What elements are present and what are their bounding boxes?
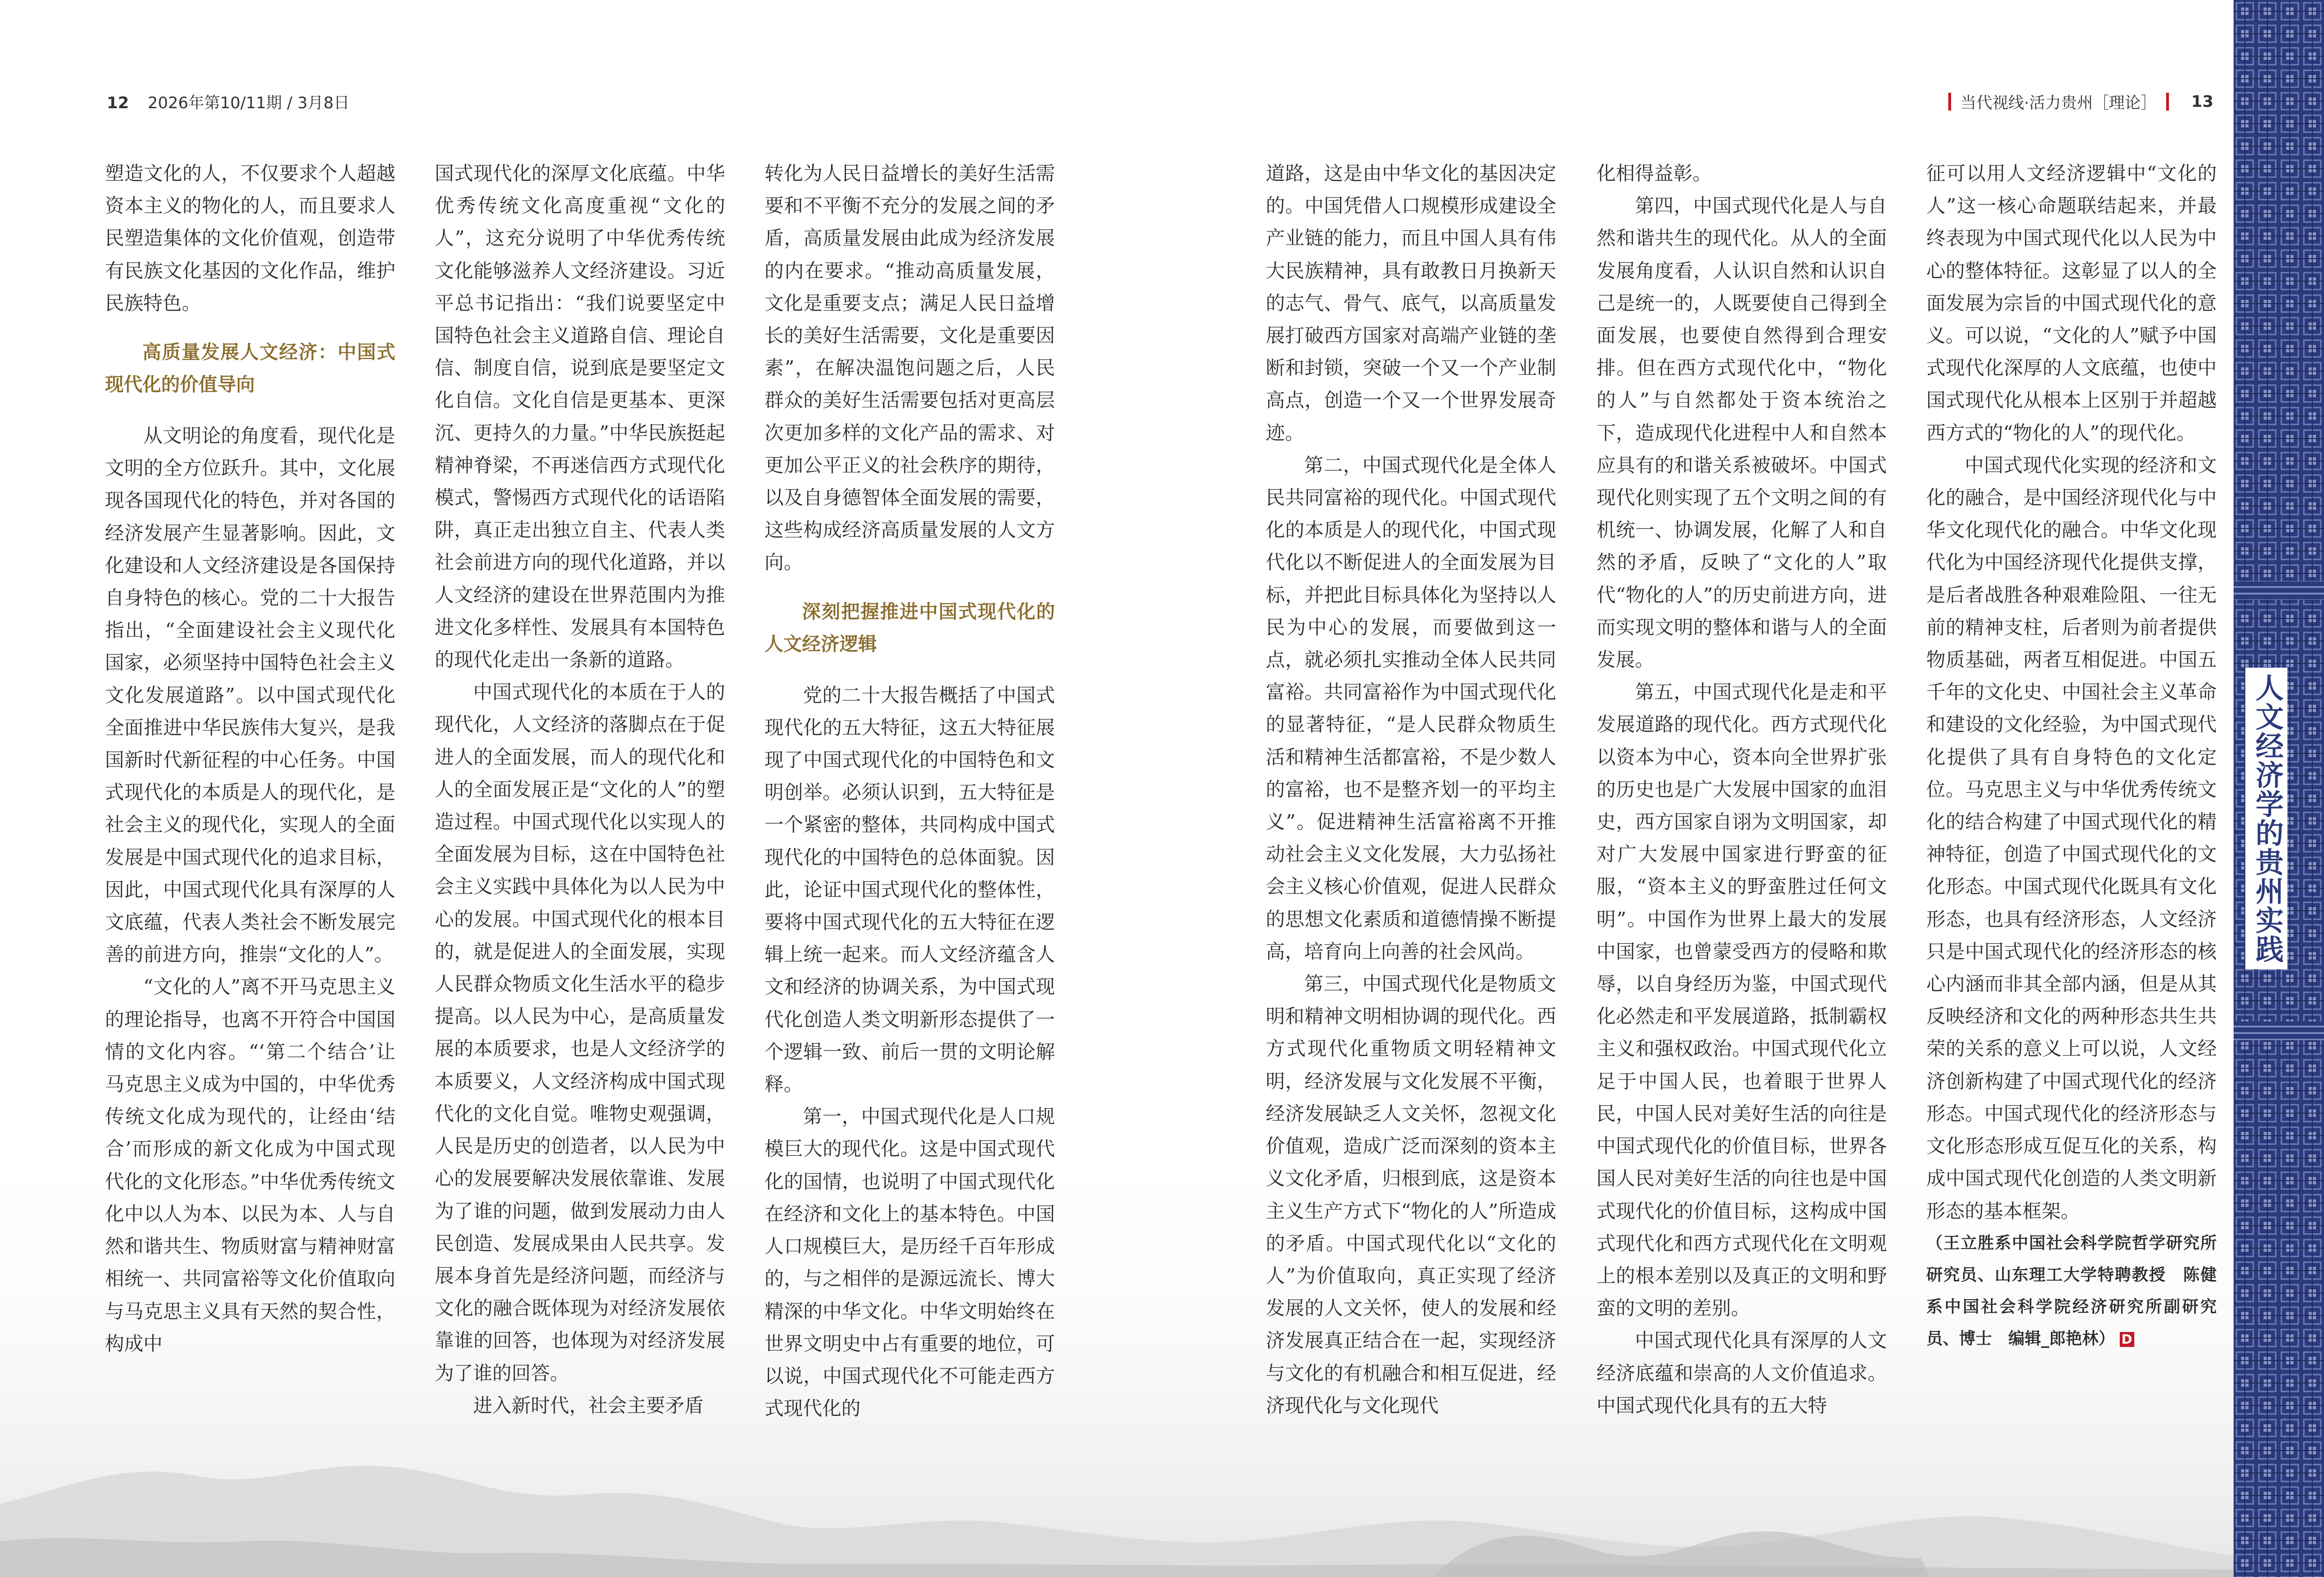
body-paragraph: 党的二十大报告概括了中国式现代化的五大特征，这五大特征展现了中国式现代化的中国特色和文明创举。必须认识到，五大特征是一个紧密的整体，共同构成中国式现代化的中国特色的总体面貌。因此，论证中国式现代化的整体性，要将中国式现代化的五大特征在逻辑上统一起来。而人文经济蕴含人文和经济的协调关系，为中国式现代化创造人类文明新形态提供了一个逻辑一致、前后一贯的文明论解释。	[765, 684, 1055, 1096]
text-column-5	[1596, 157, 1887, 1422]
body-paragraph: 道路，这是由中华文化的基因决定的。中国凭借人口规模形成建设全产业链的能力，而且中国人具有伟大民族精神，具有敢教日月换新天的志气、骨气、底气，以高质量发展打破西方国家对高端产业链的垄断和封锁，突破一个又一个产业制高点，创造一个又一个世界发展奇迹。	[1266, 162, 1556, 444]
body-paragraph: 化相得益彰。	[1596, 162, 1712, 185]
side-vertical-title: 人文经济学的贵州实践	[2245, 668, 2287, 969]
body-paragraph: 第三，中国式现代化是物质文明和精神文明相协调的现代化。西方式现代化重物质文明轻精神文明，经济发展与文化发展不平衡，经济发展缺乏人文关怀，忽视文化价值观，造成广泛而深刻的资本主义文化矛盾，归根到底，这是资本主义生产方式下“物化的人”所造成的矛盾。中国式现代化以“文化的人”为价值取向，真正实现了经济发展的人文关怀，使人的发展和经济发展真正结合在一起，实现经济与文化的有机融合和相互促进，经济现代化与文化现代	[1266, 973, 1556, 1417]
article-end-mark: D	[2120, 1332, 2134, 1347]
author-credit	[1926, 1227, 2217, 1355]
text-column-3	[765, 157, 1055, 1425]
header-accent-bar	[2166, 93, 2169, 111]
text-column-6	[1926, 157, 2217, 1355]
text-column-4	[1266, 157, 1556, 1422]
author-credit-text: （王立胜系中国社会科学院哲学研究所研究员、山东理工大学特聘教授 陈健系中国社会科学院经济研究所副研究员、博士 编辑_郎艳林）	[1926, 1234, 2217, 1348]
body-paragraph: 从文明论的角度看，现代化是文明的全方位跃升。其中，文化展现各国现代化的特色，并对各国的经济发展产生显著影响。因此，文化建设和人文经济建设是各国保持自身特色的核心。党的二十大报告指出，“全面建设社会主义现代化国家，必须坚持中国特色社会主义文化发展道路”。以中国式现代化全面推进中华民族伟大复兴，是我国新时代新征程的中心任务。中国式现代化的本质是人的现代化，是社会主义的现代化，实现人的全面发展是中国式现代化的追求目标，因此，中国式现代化具有深厚的人文底蕴，代表人类社会不断发展完善的前进方向，推崇“文化的人”。	[105, 424, 395, 966]
text-column-2	[435, 157, 725, 1422]
body-paragraph: 中国式现代化的本质在于人的现代化，人文经济的落脚点在于促进人的全面发展，而人的现代化和人的全面发展正是“文化的人”的塑造过程。中国式现代化以实现人的全面发展为目标，这在中国特色社会主义实践中具体化为以人民为中心的发展。中国式现代化的根本目的，就是促进人的全面发展，实现人民群众物质文化生活水平的稳步提高。以人民为中心，是高质量发展的本质要求，也是人文经济学的本质要义，人文经济构成中国式现代化的文化自觉。唯物史观强调，人民是历史的创造者，以人民为中心的发展要解决发展依靠谁、发展为了谁的问题，做到发展动力由人民创造、发展成果由人民共享。发展本身首先是经济问题，而经济与文化的融合既体现为对经济发展依靠谁的回答，也体现为对经济发展为了谁的回答。	[435, 681, 725, 1384]
body-paragraph: 第五，中国式现代化是走和平发展道路的现代化。西方式现代化以资本为中心，资本向全世界扩张的历史也是广大发展中国家的血泪史，西方国家自诩为文明国家，却对广大发展中国家进行野蛮的征服，“资本主义的野蛮胜过任何文明”。中国作为世界上最大的发展中国家，也曾蒙受西方的侵略和欺辱，以自身经历为鉴，中国式现代化必然走和平发展道路，抵制霸权主义和强权政治。中国式现代化立足于中国人民，也着眼于世界人民，中国人民对美好生活的向往是中国式现代化的价值目标，世界各国人民对美好生活的向往也是中国式现代化的价值目标，这构成中国式现代化和西方式现代化在文明观上的根本差别以及真正的文明和野蛮的文明的差别。	[1596, 681, 1887, 1320]
left-page-header	[107, 90, 349, 113]
text-column-1	[105, 157, 395, 1360]
body-paragraph: 第一，中国式现代化是人口规模巨大的现代化。这是中国式现代化的国情，也说明了中国式现代化在经济和文化上的基本特色。中国人口规模巨大，是历经千百年形成的，与之相伴的是源远流长、博大精深的中华文化。中华文明始终在世界文明史中占有重要的地位，可以说，中国式现代化不可能走西方式现代化的	[765, 1105, 1055, 1420]
right-page-header	[1939, 90, 2213, 113]
left-page-number: 12	[107, 94, 129, 112]
header-accent-bar	[1948, 93, 1951, 111]
body-paragraph: 转化为人民日益增长的美好生活需要和不平衡不充分的发展之间的矛盾，高质量发展由此成为经济发展的内在要求。“推动高质量发展，文化是重要支点；满足人民日益增长的美好生活需要，文化是重要因素”，在解决温饱问题之后，人民群众的美好生活需要包括对更高层次更加多样的文化产品的需求、对更加公平正义的社会秩序的期待，以及自身德智体全面发展的需要，这些构成经济高质量发展的人文方向。	[765, 162, 1055, 574]
column-name: 当代视线·活力贵州［理论］	[1960, 94, 2157, 112]
body-paragraph: 第二，中国式现代化是全体人民共同富裕的现代化。中国式现代化的本质是人的现代化，中国式现代化以不断促进人的全面发展为目标，并把此目标具体化为坚持以人民为中心的发展，而要做到这一点，就必须扎实推动全体人民共同富裕。共同富裕作为中国式现代化的显著特征，“是人民群众物质生活和精神生活都富裕，不是少数人的富裕，也不是整齐划一的平均主义”。促进精神生活富裕离不开推动社会主义文化发展，大力弘扬社会主义核心价值观，促进人民群众的思想文化素质和道德情操不断提高，培育向上向善的社会风尚。	[1266, 454, 1556, 963]
section-heading: 深刻把握推进中国式现代化的人文经济逻辑	[765, 601, 1055, 655]
body-paragraph: 国式现代化的深厚文化底蕴。中华优秀传统文化高度重视“文化的人”，这充分说明了中华优秀传统文化能够滋养人文经济建设。习近平总书记指出：“我们说要坚定中国特色社会主义道路自信、理论自信、制度自信，说到底是要坚定文化自信。文化自信是更基本、更深沉、更持久的力量。”中华民族挺起精神脊梁，不再迷信西方式现代化模式，警惕西方式现代化的话语陷阱，真正走出独立自主、代表人类社会前进方向的现代化道路，并以人文经济的建设在世界范围内为推进文化多样性、发展具有本国特色的现代化走出一条新的道路。	[435, 162, 725, 671]
body-paragraph: 塑造文化的人，不仅要求个人超越资本主义的物化的人，而且要求人民塑造集体的文化价值观，创造带有民族文化基因的文化作品，维护民族特色。	[105, 162, 395, 314]
body-paragraph: 征可以用人文经济逻辑中“文化的人”这一核心命题联结起来，并最终表现为中国式现代化以人民为中心的整体特征。这彰显了以人的全面发展为宗旨的中国式现代化的意义。可以说，“文化的人”赋予中国式现代化深厚的人文底蕴，也使中国式现代化从根本上区别于并超越西方式的“物化的人”的现代化。	[1926, 162, 2217, 444]
issue-date: 2026年第10/11期 / 3月8日	[148, 94, 350, 112]
right-page-number: 13	[2191, 92, 2213, 111]
body-paragraph: 第四，中国式现代化是人与自然和谐共生的现代化。从人的全面发展角度看，人认识自然和认识自己是统一的，人既要使自己得到全面发展，也要使自然得到合理安排。但在西方式现代化中，“物化的人”与自然都处于资本统治之下，造成现代化进程中人和自然本应具有的和谐关系被破坏。中国式现代化则实现了五个文明之间的有机统一、协调发展，化解了人和自然的矛盾，反映了“文化的人”取代“物化的人”的历史前进方向，进而实现文明的整体和谐与人的全面发展。	[1596, 194, 1887, 671]
body-paragraph: 中国式现代化具有深厚的人文经济底蕴和崇高的人文价值追求。中国式现代化具有的五大特	[1596, 1329, 1887, 1417]
body-paragraph: 进入新时代，社会主要矛盾	[473, 1394, 704, 1417]
body-paragraph: 中国式现代化实现的经济和文化的融合，是中国经济现代化与中华文化现代化的融合。中华文化现代化为中国经济现代化提供支撑，是后者战胜各种艰难险阻、一往无前的精神支柱，后者则为前者提供物质基础，两者互相促进。中国五千年的文化史、中国社会主义革命和建设的文化经验，为中国式现代化提供了具有自身特色的文化定位。马克思主义与中华优秀传统文化的结合构建了中国式现代化的精神特征，创造了中国式现代化的文化形态。中国式现代化既具有文化形态，也具有经济形态，人文经济只是中国式现代化的经济形态的核心内涵而非其全部内涵，但是从其反映经济和文化的两种形态共生共荣的关系的意义上可以说，人文经济创新构建了中国式现代化的经济形态。中国式现代化的经济形态与文化形态形成互促互化的关系，构成中国式现代化创造的人类文明新形态的基本框架。	[1926, 454, 2217, 1222]
body-paragraph: “文化的人”离不开马克思主义的理论指导，也离不开符合中国国情的文化内容。“‘第二个结合’让马克思主义成为中国的，中华优秀传统文化成为现代的，让经由‘结合’而形成的新文化成为中国式现代化的文化形态。”中华优秀传统文化中以人为本、以民为本、人与自然和谐共生、物质财富与精神财富相统一、共同富裕等文化价值取向与马克思主义具有天然的契合性，构成中	[105, 975, 395, 1355]
section-heading: 高质量发展人文经济：中国式现代化的价值导向	[105, 342, 395, 396]
